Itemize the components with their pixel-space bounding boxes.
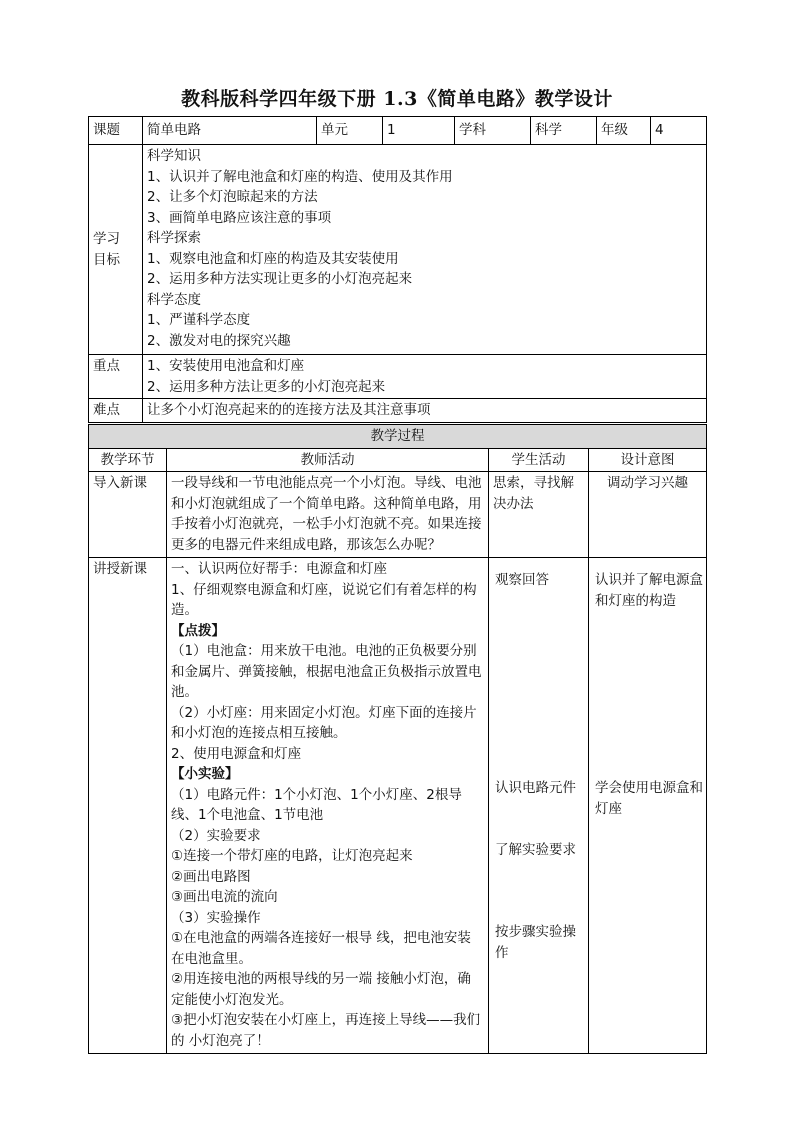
teacher-line: （1）电池盒：用来放干电池。电池的正负极要分别和金属片、弹簧接触，根据电池盒正负极指示放置电池。 (171, 643, 482, 700)
process-heading-row (89, 425, 707, 449)
teacher-line: 一、认识两位好帮手：电源盒和灯座 (171, 561, 387, 577)
difficulty-label: 难点 (89, 399, 143, 423)
goal-line: 2、运用多种方法实现让更多的小灯泡亮起来 (147, 271, 413, 287)
teacher-line: ③画出电流的流向 (171, 889, 278, 905)
goal-line: 1、观察电池盒和灯座的构造及其安装使用 (147, 250, 399, 267)
lesson-stage: 讲授新课 (89, 558, 167, 1054)
header-intent: 设计意图 (589, 448, 707, 472)
key-points-row (89, 355, 707, 399)
intro-student: 思索，寻找解决办法 (489, 472, 589, 558)
goals-content (143, 145, 707, 355)
goal-line: 科学态度 (147, 291, 201, 308)
subject-value: 科学 (531, 117, 597, 145)
teaching-process-table (88, 424, 707, 1054)
goal-line: 科学知识 (147, 148, 201, 164)
intent-item: 学会使用电源盒和灯座 (595, 780, 703, 817)
teacher-line: 【小实验】 (171, 766, 239, 782)
goal-line: 1、严谨科学态度 (147, 312, 251, 328)
teacher-line: 【点拨】 (171, 622, 225, 639)
teacher-line: 2、使用电源盒和灯座 (171, 745, 302, 762)
info-row (89, 117, 707, 145)
intro-row (89, 472, 707, 558)
lesson-info-table (88, 116, 707, 423)
header-stage: 教学环节 (89, 448, 167, 472)
teacher-line: 1、仔细观察电源盒和灯座，说说它们有着怎样的构造。 (171, 581, 477, 618)
unit-label: 单元 (317, 117, 383, 145)
teacher-line: ②画出电路图 (171, 868, 251, 885)
teacher-line: ②用连接电池的两根导线的另一端 接触小灯泡，确定能使小灯泡发光。 (171, 971, 471, 1008)
goal-line: 1、认识并了解电池盒和灯座的构造、使用及其作用 (147, 168, 453, 185)
student-item: 认识电路元件 (495, 780, 576, 796)
intro-stage: 导入新课 (89, 472, 167, 558)
goal-line: 2、激发对电的探究兴趣 (147, 332, 291, 349)
intro-teacher: 一段导线和一节电池能点亮一个小灯泡。导线、电池和小灯泡就组成了一个简单电路。这种简单电路，用手按着小灯泡就亮，一松手小灯泡就不亮。如果连接更多的电器元件来组成电路，那该怎么办呢？ (167, 472, 489, 558)
process-header-row (89, 448, 707, 472)
goals-label: 学习 目标 (89, 145, 143, 355)
student-item: 按步骤实验操作 (495, 924, 576, 961)
teacher-line: ①在电池盒的两端各连接好一根导 线，把电池安装在电池盒里。 (171, 930, 471, 967)
key-points-content (143, 355, 707, 399)
header-student: 学生活动 (489, 448, 589, 472)
intent-item: 认识并了解电源盒和灯座的构造 (595, 572, 703, 609)
difficulty-row (89, 399, 707, 423)
teacher-line: ①连接一个带灯座的电路，让灯泡亮起来 (171, 848, 413, 864)
key-point-line: 2、运用多种方法让更多的小灯泡亮起来 (147, 378, 386, 395)
topic-value: 简单电路 (143, 117, 317, 145)
goal-line: 科学探索 (147, 230, 201, 246)
goal-line: 2、让多个灯泡晾起来的方法 (147, 189, 318, 205)
key-point-line: 1、安装使用电池盒和灯座 (147, 358, 305, 374)
unit-value: 1 (383, 117, 455, 145)
lesson-student (489, 558, 589, 1054)
topic-label: 课题 (89, 117, 143, 145)
student-item: 观察回答 (495, 572, 549, 588)
teacher-line: （2）小灯座：用来固定小灯泡。灯座下面的连接片和小灯泡的连接点相互接触。 (171, 704, 477, 741)
document-title: 教科版科学四年级下册 1.3《简单电路》教学设计 (181, 88, 613, 110)
teacher-line: ③把小灯泡安装在小灯座上，再连接上导线——我们的 小灯泡亮了！ (171, 1012, 481, 1049)
header-teacher: 教师活动 (167, 448, 489, 472)
key-points-label: 重点 (89, 355, 143, 399)
teacher-line: （1）电路元件：1个小灯泡、1个小灯座、2根导线、1个电池盒、1节电池 (171, 786, 462, 823)
goal-line: 3、画简单电路应该注意的事项 (147, 209, 332, 226)
process-heading: 教学过程 (89, 425, 707, 449)
teacher-line: （2）实验要求 (171, 827, 261, 844)
difficulty-content: 让多个小灯泡亮起来的的连接方法及其注意事项 (143, 399, 707, 423)
intro-intent: 调动学习兴趣 (589, 472, 707, 558)
grade-value: 4 (651, 117, 707, 145)
goals-row (89, 145, 707, 355)
teacher-line: （3）实验操作 (171, 909, 261, 926)
lesson-teacher (167, 558, 489, 1054)
grade-label: 年级 (597, 117, 651, 145)
student-item: 了解实验要求 (495, 842, 576, 858)
lesson-intent (589, 558, 707, 1054)
subject-label: 学科 (455, 117, 531, 145)
lesson-row (89, 558, 707, 1054)
